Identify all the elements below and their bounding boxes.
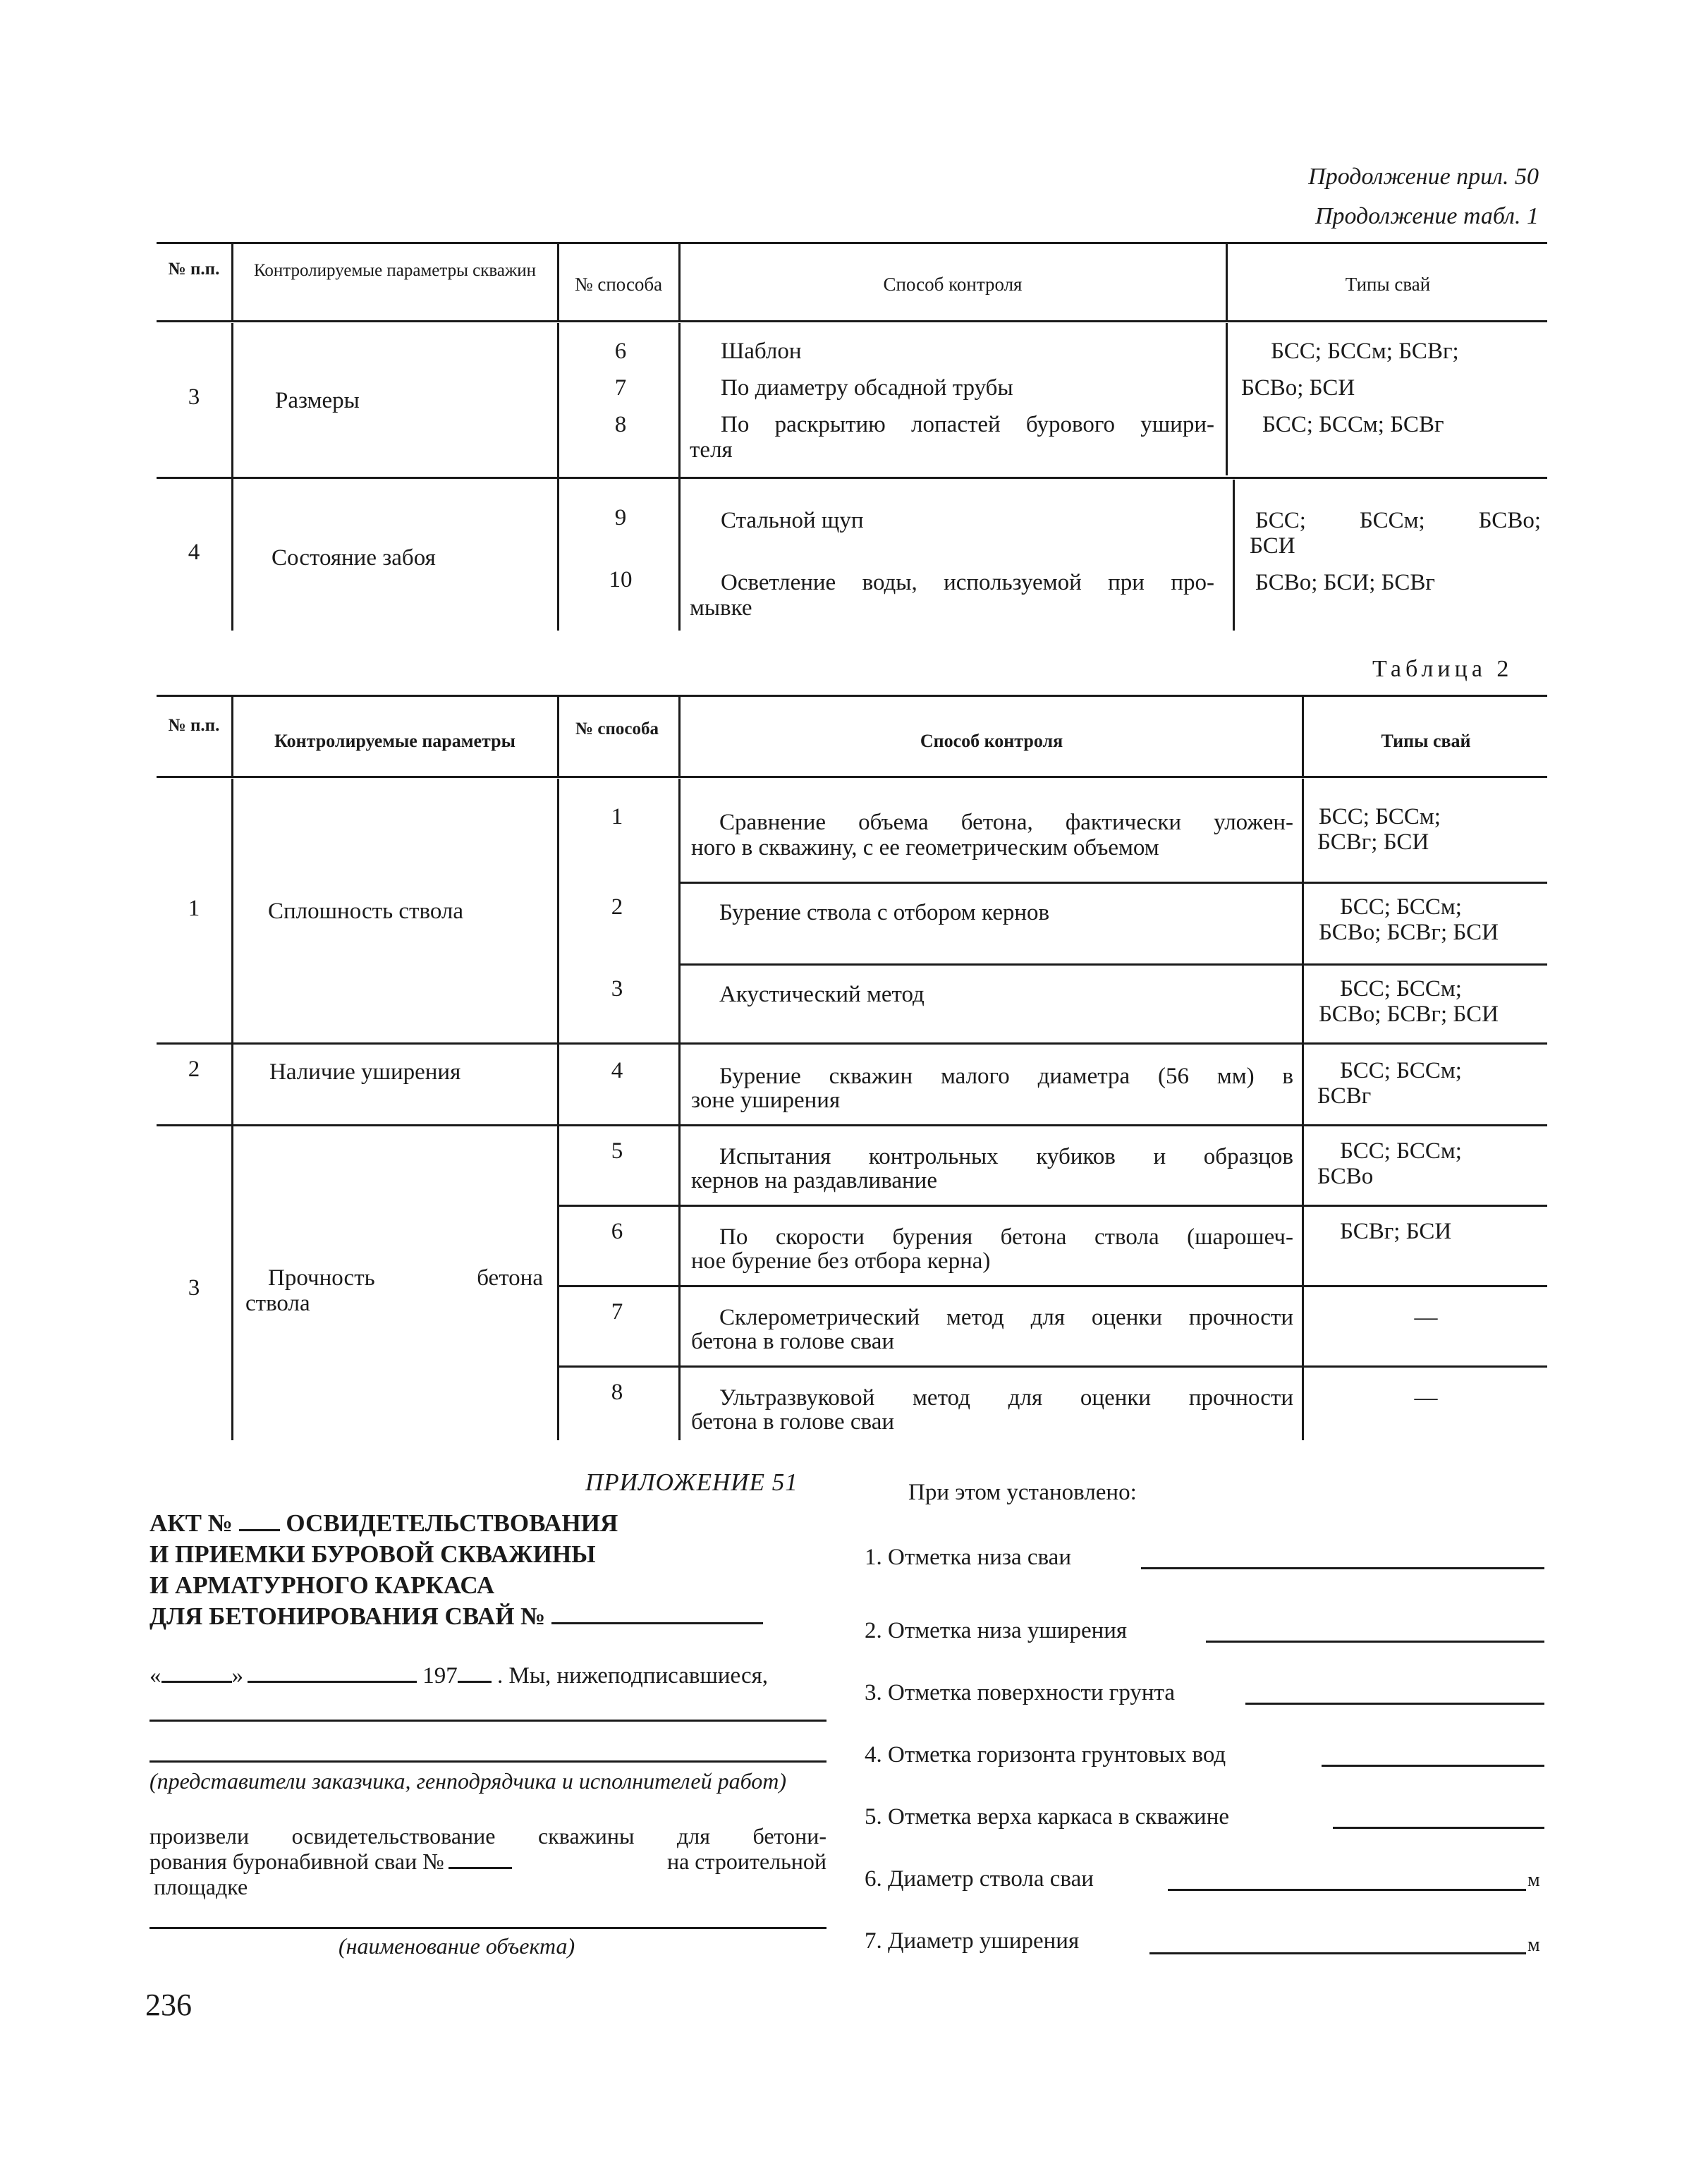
list-item: 6. Диаметр ствола сваи — [865, 1866, 1094, 1892]
t1-header-method-num: № способа — [574, 274, 663, 295]
date-year-field[interactable] — [458, 1681, 492, 1683]
continuation-table: Продолжение табл. 1 — [1314, 203, 1539, 229]
appendix-label: ПРИЛОЖЕНИЕ 51 — [585, 1468, 798, 1496]
list-item: 5. Отметка верха каркаса в скважине — [865, 1804, 1230, 1830]
act-body-line1: произвели освидетельствование скважины для бетони- — [150, 1823, 826, 1849]
t1-header-param: Контролируемые параметры скважин — [253, 261, 537, 280]
list-item: 3. Отметка поверхности грунта — [865, 1680, 1176, 1705]
date-month-field[interactable] — [248, 1681, 417, 1683]
t2-header-num: № п.п. — [168, 716, 220, 735]
act-date-line: « » 197 . Мы, нижеподписавшиеся, — [150, 1663, 769, 1689]
list-item: 2. Отметка низа уширения — [865, 1618, 1128, 1643]
act-body-line2: рования буронабивной сваи № на строительной — [150, 1849, 826, 1874]
date-day-field[interactable] — [161, 1681, 232, 1683]
finding-field-1[interactable] — [1141, 1567, 1544, 1569]
object-name-line[interactable] — [150, 1927, 826, 1929]
finding-field-2[interactable] — [1206, 1641, 1544, 1643]
continuation-appendix: Продолжение прил. 50 — [1308, 164, 1539, 190]
act-title-line4: ДЛЯ БЕТОНИРОВАНИЯ СВАЙ № — [150, 1602, 763, 1630]
signatories-line-2[interactable] — [150, 1760, 826, 1763]
list-item: 1. Отметка низа сваи — [865, 1545, 1071, 1570]
table-2-title: Таблица 2 — [1372, 656, 1513, 682]
finding-field-5[interactable] — [1333, 1827, 1544, 1829]
t1-header-types: Типы свай — [1345, 274, 1431, 295]
list-item: 7. Диаметр уширения — [865, 1928, 1080, 1954]
object-name-note: (наименование объекта) — [338, 1933, 575, 1959]
act-title-line3: И АРМАТУРНОГО КАРКАСА — [150, 1571, 495, 1599]
t2-header-method-num: № способа — [575, 719, 659, 738]
list-item: 4. Отметка горизонта грунтовых вод — [865, 1742, 1226, 1768]
act-title-line2: И ПРИЕМКИ БУРОВОЙ СКВАЖИНЫ — [150, 1540, 596, 1568]
finding-field-3[interactable] — [1245, 1703, 1544, 1705]
act-body-line3: площадке — [154, 1874, 248, 1899]
t2-header-param: Контролируемые параметры — [274, 731, 516, 751]
t2-header-method: Способ контроля — [920, 731, 1063, 751]
unit-label: м — [1527, 1869, 1540, 1891]
finding-field-7[interactable] — [1149, 1952, 1526, 1954]
act-title-line1: АКТ № ОСВИДЕТЕЛЬСТВОВАНИЯ — [150, 1509, 618, 1537]
signatories-line-1[interactable] — [150, 1720, 826, 1722]
t2-header-types: Типы свай — [1381, 731, 1471, 751]
t1-header-num: № п.п. — [168, 260, 220, 279]
finding-field-4[interactable] — [1322, 1765, 1544, 1767]
unit-label: м — [1527, 1934, 1540, 1956]
representatives-note: (представители заказчика, генподрядчика и исполнителей работ) — [150, 1768, 787, 1794]
page-number: 236 — [145, 1988, 192, 2022]
pile-number-field[interactable] — [449, 1867, 512, 1869]
finding-field-6[interactable] — [1168, 1889, 1526, 1891]
t1-header-method: Способ контроля — [883, 274, 1023, 295]
findings-intro: При этом установлено: — [908, 1480, 1137, 1505]
